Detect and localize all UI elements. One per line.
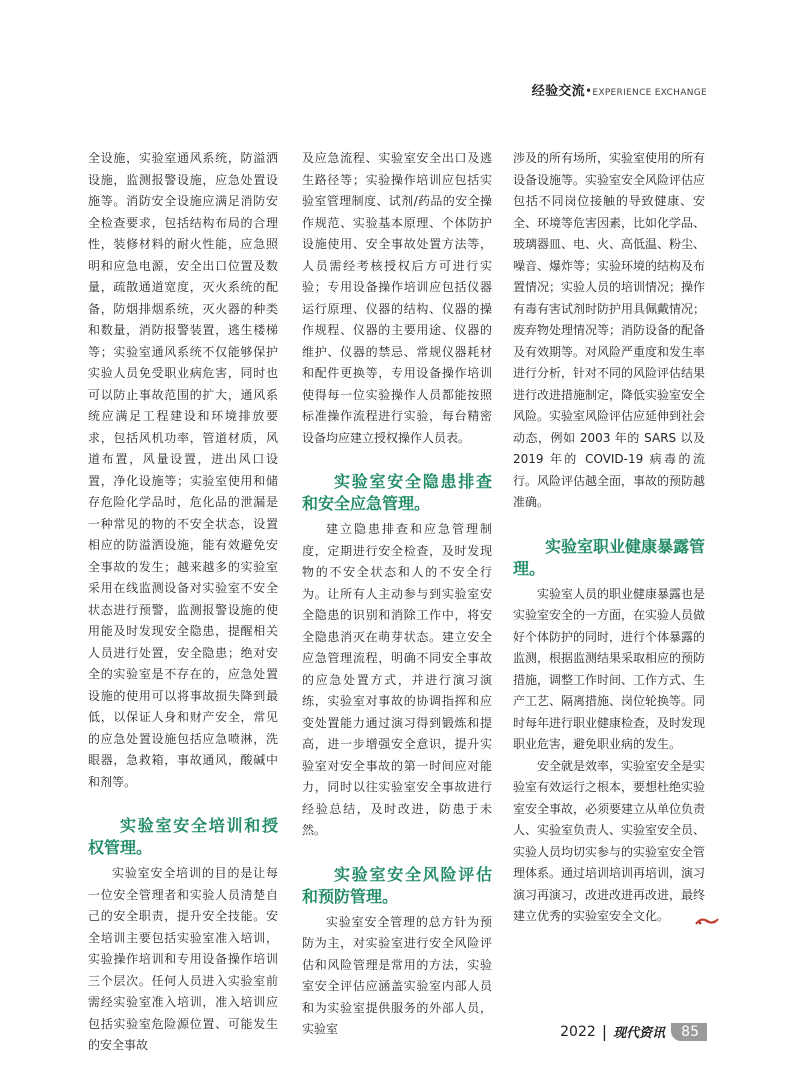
- final-paragraph-text: 安全就是效率，实验室安全是实验室有效运行之根本，要想杜绝实验室安全事故，必须要建立从单位负责人、实验室负责人、实验室安全员、实验人员均切实参与的实验室安全管理体系。通过培训培训再培训，演习演习再演习，改进改进再改进，最终建立优秀的实验室安全文化。: [513, 758, 706, 923]
- issue-year: 2022: [560, 1023, 596, 1040]
- column-middle: [302, 148, 492, 1041]
- paragraph: 及应急流程、实验室安全出口及逃生路径等；实验操作培训应包括实验室管理制度、试剂/药品的安全操作规范、实验基本原理、个体防护设施使用、安全事故处置方法等，人员需经考核授权后方可进行实验；专用设备操作培训应包括仪器运行原理、仪器的结构、仪器的操作规程、仪器的主要用途、仪器的维护、仪器的禁忌、常规仪器耗材和配件更换等，专用设备操作培训使得每一位实验操作人员都能按照标准操作流程进行实验，每台精密设备均应建立授权操作人员表。: [302, 151, 492, 445]
- journal-name: 现代资讯: [613, 1026, 666, 1041]
- section-heading: 实验室安全隐患排查和安全应急管理。: [302, 472, 492, 513]
- section-title-en: EXPERIENCE EXCHANGE: [592, 88, 707, 98]
- section-title-cn: 经验交流: [531, 84, 585, 99]
- paragraph: 实验室人员的职业健康暴露也是实验室安全的一方面，在实验人员做好个体防护的同时，进行个体暴露的监测，根据监测结果采取相应的预防措施，调整工作时间、工作方式、生产工艺、隔离措施、岗位轮换等。同时每年进行职业健康检查，及时发现职业危害，避免职业病的发生。: [513, 586, 706, 751]
- article-end-logo-icon: [671, 912, 695, 922]
- footer-separator: |: [601, 1022, 608, 1041]
- paragraph: 全设施，实验室通风系统，防溢洒设施，监测报警设施，应急处置设施等。消防安全设施应满足消防安全检查要求，包括结构布局的合理性，装修材料的耐火性能，应急照明和应急电源，安全出口位置及数量，疏散通道宽度，灭火系统的配备，防烟排烟系统，灭火器的种类和数量，消防报警装置，逃生楼梯等；实验室通风系统不仅能够保护实验人员免受职业病危害，同时也可以防止事故范围的扩大，通风系统应满足工程建设和环境排放要求，包括风机功率，管道材质，风道布置，风量设置，进出风口设置，净化设施等；实验室使用和储存危险化学品时，危化品的泄漏是一种常见的物的不安全状态，设置相应的防溢洒设施，能有效避免安全事故的发生；越来越多的实验室采用在线监测设备对实验室不安全状态进行预警，监测报警设施的使用能及时发现安全隐患，提醒相关人员进行处置，安全隐患；绝对安全的实验室是不存在的，应急处置设施的使用可以将事故损失降到最低，以保证人身和财产安全，常见的应急处置设施包括应急喷淋，洗眼器，急救箱，事故通风，酸碱中和剂等。: [88, 151, 278, 789]
- section-heading: 实验室职业健康暴露管理。: [513, 536, 706, 578]
- column-left: [88, 148, 278, 1057]
- paragraph: 实验室安全培训的目的是让每一位安全管理者和实验人员清楚自己的安全职责，提升安全技能。安全培训主要包括实验室准入培训，实验操作培训和专用设备操作培训三个层次。任何人员进入实验室前需经实验室准入培训，准入培训应包括实验室危险源位置、可能发生的安全事故: [88, 866, 278, 1052]
- section-heading: 实验室安全风险评估和预防管理。: [302, 864, 492, 906]
- paragraph: 建立隐患排查和应急管理制度，定期进行安全检查，及时发现物的不安全状态和人的不安全行为。让所有人主动参与到实验室安全隐患的识别和消除工作中，将安全隐患消灭在萌芽状态。建立安全应急管理流程，明确不同安全事故的应急处置方式，并进行演习演练，实验室对事故的协调指挥和应变处置能力通过演习得到锻炼和提高，进一步增强安全意识，提升实验室对安全事故的第一时间应对能力，同时以往实验室安全事故进行经验总结，及时改进，防患于未然。: [302, 522, 492, 837]
- header-separator: •: [584, 84, 593, 98]
- paragraph: 实验室安全管理的总方针为预防为主，对实验室进行安全风险评估和风险管理是常用的方法，实验室安全评估应涵盖实验室内部人员和为实验室提供服务的外部人员，实验室: [302, 914, 492, 1036]
- column-right: [513, 148, 705, 928]
- paragraph-final: [513, 756, 705, 928]
- page-header: [532, 80, 707, 99]
- paragraph: 涉及的所有场所，实验室使用的所有设备设施等。实验室安全风险评估应包括不同岗位接触的导致健康、安全、环境等危害因素，比如化学品、玻璃器皿、电、火、高低温、粉尘、噪音、爆炸等；实验环境的结构及布置情况；实验人员的培训情况；操作有毒有害试剂时防护用具佩戴情况；废弃物处理情况等；消防设备的配备及有效期等。对风险严重度和发生率进行分析，针对不同的风险评估结果进行改进措施制定，降低实验室安全风险。实验室风险评估应延伸到社会动态，例如 2003 年的 SARS 以及 2019 年的 COVID-19 病毒的流行。风险评估越全面，事故的预防越准确。: [513, 151, 706, 509]
- page-number: 85: [671, 1023, 707, 1041]
- section-heading: 实验室安全培训和授权管理。: [88, 816, 278, 857]
- page-footer: [560, 1022, 707, 1041]
